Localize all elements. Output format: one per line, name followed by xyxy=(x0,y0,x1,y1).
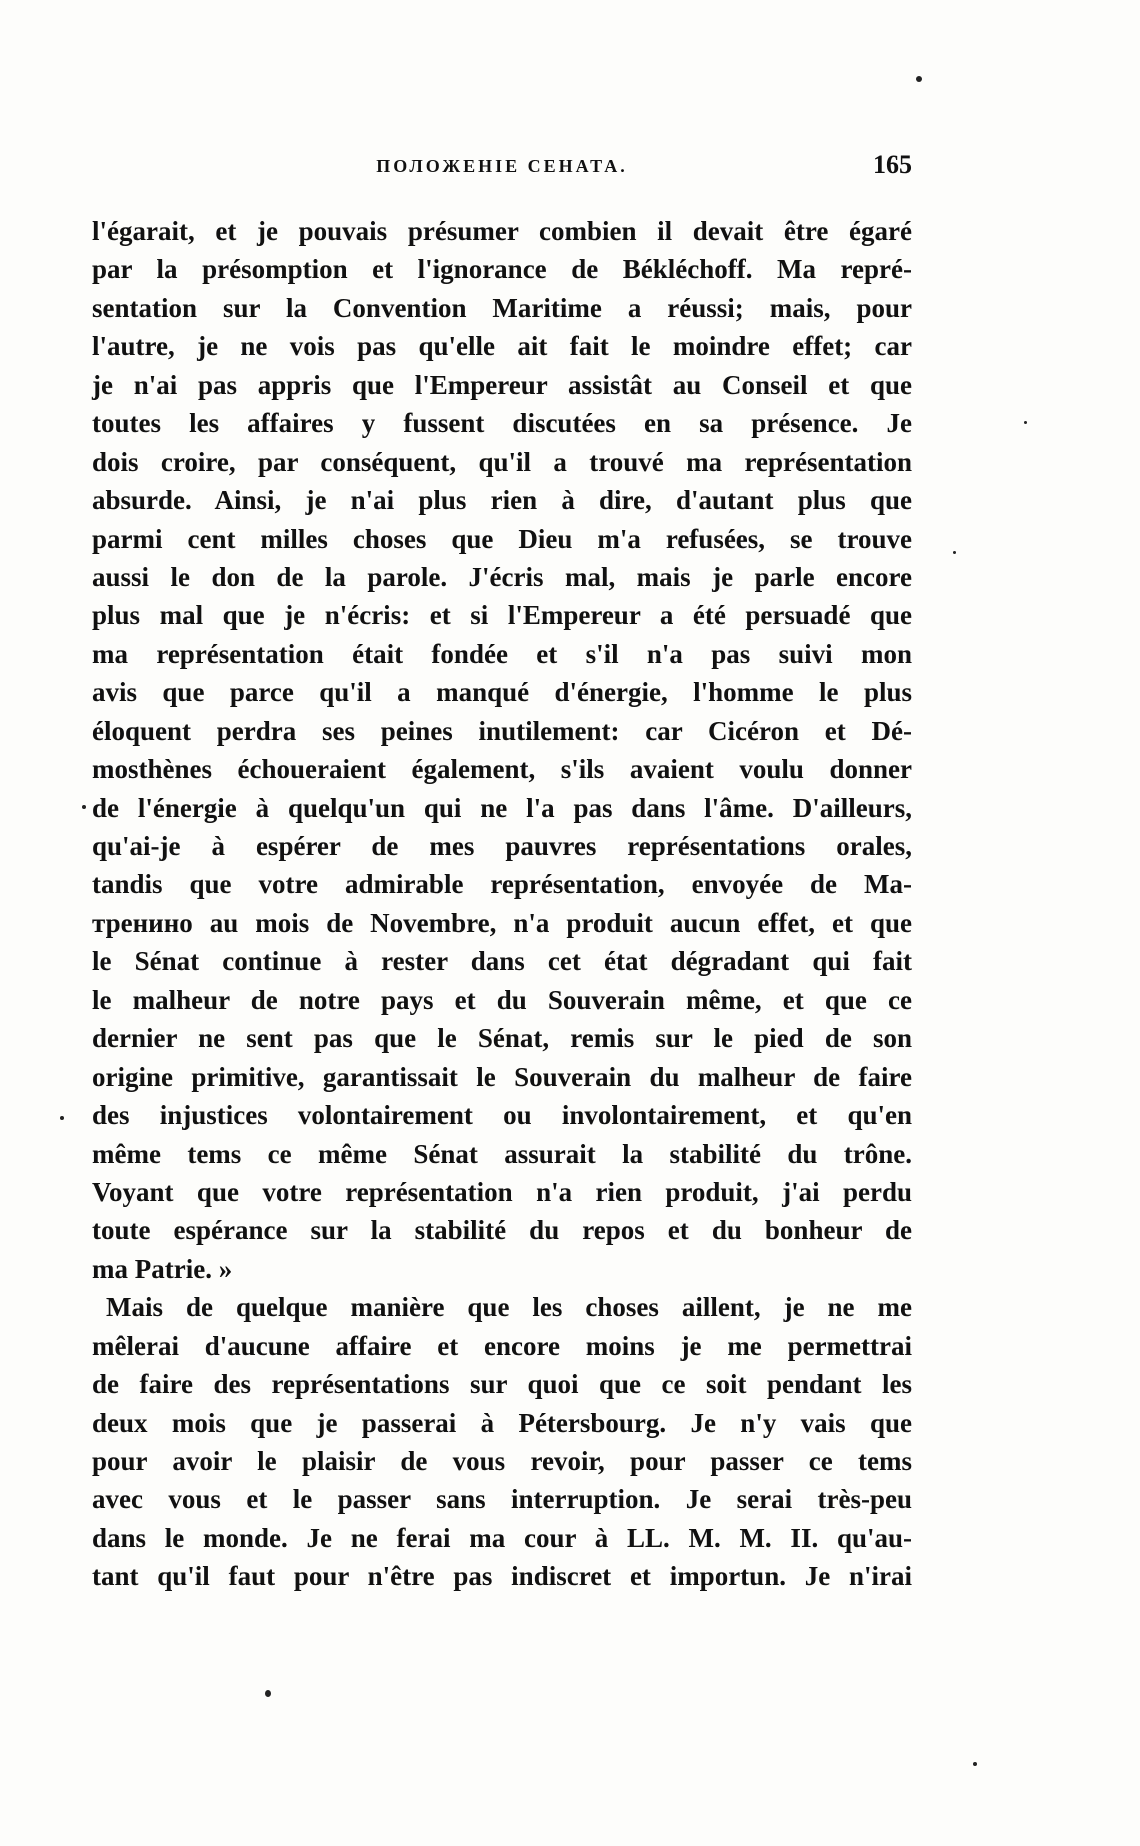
text-line: l'égarait, et je pouvais présumer combien il devait être égaré xyxy=(92,216,912,246)
text-line: origine primitive, garantissait le Souverain du malheur de faire xyxy=(92,1061,912,1092)
scan-speck xyxy=(953,551,956,554)
text-line: mosthènes échoueraient également, s'ils avaient voulu donner xyxy=(92,754,912,785)
text-line: je n'ai pas appris que l'Empereur assistât au Conseil et que xyxy=(92,369,912,400)
text-line: dernier ne sent pas que le Sénat, remis sur le pied de son xyxy=(92,1023,912,1054)
text-line: mêlerai d'aucune affaire et encore moins je me permettrai xyxy=(92,1330,912,1361)
text-line: le Sénat continue à rester dans cet état dégradant qui fait xyxy=(92,946,912,977)
text-line: des injustices volontairement ou involontairement, et qu'en xyxy=(92,1100,912,1131)
text-line: pour avoir le plaisir de vous revoir, pour passer ce tems xyxy=(92,1446,912,1476)
text-line: par la présomption et l'ignorance de Békléchoff. Ma repré- xyxy=(92,254,912,285)
scan-speck xyxy=(60,1116,64,1120)
text-line: sentation sur la Convention Maritime a réussi; mais, pour xyxy=(92,292,912,323)
text-line: qu'ai-je à espérer de mes pauvres représentations orales, xyxy=(92,831,912,861)
body-text xyxy=(92,212,912,1596)
scan-speck xyxy=(916,76,922,82)
text-line: ma Patrie. » xyxy=(92,1253,233,1284)
scan-speck xyxy=(265,1690,271,1697)
text-line: тренино au mois de Novembre, n'a produit aucun effet, et que xyxy=(92,907,912,938)
running-title: ПОЛОЖЕНІЕ СЕНАТА. xyxy=(376,156,628,176)
text-line: éloquent perdra ses peines inutilement: car Cicéron et Dé- xyxy=(92,715,912,746)
text-line: le malheur de notre pays et du Souverain même, et que ce xyxy=(92,984,912,1015)
text-line: l'autre, je ne vois pas qu'elle ait fait le moindre effet; car xyxy=(92,331,912,362)
text-line: Voyant que votre représentation n'a rien produit, j'ai perdu xyxy=(92,1176,912,1207)
scan-speck xyxy=(82,805,86,809)
text-line: parmi cent milles choses que Dieu m'a refusées, se trouve xyxy=(92,523,912,554)
text-line: ma représentation était fondée et s'il n'a pas suivi mon xyxy=(92,638,912,669)
text-line: dans le monde. Je ne ferai ma cour à LL. M. M. II. qu'au- xyxy=(92,1522,912,1553)
scan-speck xyxy=(973,1762,977,1766)
text-line: même tems ce même Sénat assurait la stabilité du trône. xyxy=(92,1138,912,1169)
text-line: avec vous et le passer sans interruption. Je serai très-peu xyxy=(92,1484,912,1515)
text-line: de l'énergie à quelqu'un qui ne l'a pas dans l'âme. D'ailleurs, xyxy=(92,792,912,823)
paragraph-start-line: Mais de quelque manière que les choses aillent, je ne me xyxy=(106,1292,912,1323)
text-line: toute espérance sur la stabilité du repos et du bonheur de xyxy=(92,1215,912,1246)
scan-speck xyxy=(1024,421,1027,424)
text-line: aussi le don de la parole. J'écris mal, mais je parle encore xyxy=(92,561,912,592)
running-head xyxy=(92,150,912,190)
text-line: avis que parce qu'il a manqué d'énergie, l'homme le plus xyxy=(92,677,912,708)
text-line: tandis que votre admirable représentation, envoyée de Ma- xyxy=(92,869,912,900)
text-line: absurde. Ainsi, je n'ai plus rien à dire, d'autant plus que xyxy=(92,485,912,516)
text-line: tant qu'il faut pour n'être pas indiscret et importun. Je n'irai xyxy=(92,1561,912,1592)
text-line: de faire des représentations sur quoi que ce soit pendant les xyxy=(92,1369,912,1400)
text-line: plus mal que je n'écris: et si l'Empereur a été persuadé que xyxy=(92,600,912,631)
page-number: 165 xyxy=(873,150,912,179)
text-line: deux mois que je passerai à Pétersbourg. Je n'y vais que xyxy=(92,1407,912,1438)
text-line: toutes les affaires y fussent discutées en sa présence. Je xyxy=(92,408,912,439)
text-line: dois croire, par conséquent, qu'il a trouvé ma représentation xyxy=(92,446,912,477)
